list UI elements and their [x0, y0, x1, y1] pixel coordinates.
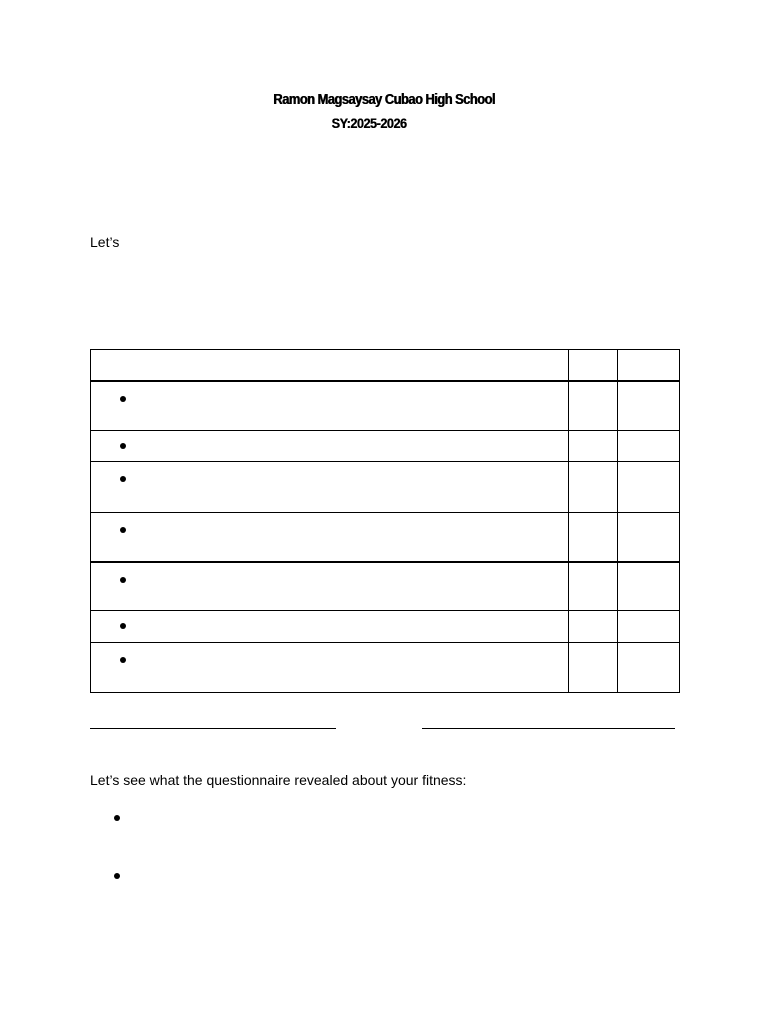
table-row: [91, 562, 680, 611]
header-cell-question: [91, 350, 569, 381]
table-row: [91, 513, 680, 562]
bullet-icon: [120, 396, 126, 402]
answer-cell[interactable]: [569, 462, 618, 513]
answer-cell[interactable]: [569, 643, 618, 693]
bullet-icon: [120, 443, 126, 449]
answer-cell[interactable]: [618, 462, 680, 513]
answer-cell[interactable]: [569, 381, 618, 431]
bullet-icon: [120, 577, 126, 583]
bullet-icon: [120, 527, 126, 533]
answer-cell[interactable]: [569, 562, 618, 611]
answer-cell[interactable]: [569, 611, 618, 643]
questionnaire-table: [90, 349, 680, 693]
table-row: [91, 431, 680, 462]
question-cell: [91, 513, 569, 562]
answer-cell[interactable]: [618, 513, 680, 562]
question-cell: [91, 562, 569, 611]
bullet-icon: [114, 873, 120, 879]
header-cell-col2: [569, 350, 618, 381]
bullet-icon: [120, 623, 126, 629]
answer-cell[interactable]: [569, 431, 618, 462]
question-cell: [91, 462, 569, 513]
bullet-icon: [120, 476, 126, 482]
signature-line-right[interactable]: [422, 728, 675, 729]
answer-cell[interactable]: [618, 381, 680, 431]
question-cell: [91, 611, 569, 643]
signature-line-left[interactable]: [90, 728, 336, 729]
table-row: [91, 462, 680, 513]
results-heading: Let’s see what the questionnaire revealed about your fitness:: [90, 772, 467, 788]
school-name: Ramon Magsaysay Cubao High School: [273, 91, 495, 108]
bullet-icon: [114, 815, 120, 821]
header-cell-col3: [618, 350, 680, 381]
question-cell: [91, 381, 569, 431]
question-cell: [91, 431, 569, 462]
bullet-icon: [120, 657, 126, 663]
answer-cell[interactable]: [618, 611, 680, 643]
answer-cell[interactable]: [618, 643, 680, 693]
question-cell: [91, 643, 569, 693]
answer-cell[interactable]: [569, 513, 618, 562]
answer-cell[interactable]: [618, 562, 680, 611]
table-row: [91, 643, 680, 693]
table-header-row: [91, 350, 680, 381]
answer-cell[interactable]: [618, 431, 680, 462]
intro-text: Let’s: [90, 234, 120, 250]
table-row: [91, 611, 680, 643]
table-row: [91, 381, 680, 431]
school-year: SY:2025-2026: [331, 115, 407, 131]
